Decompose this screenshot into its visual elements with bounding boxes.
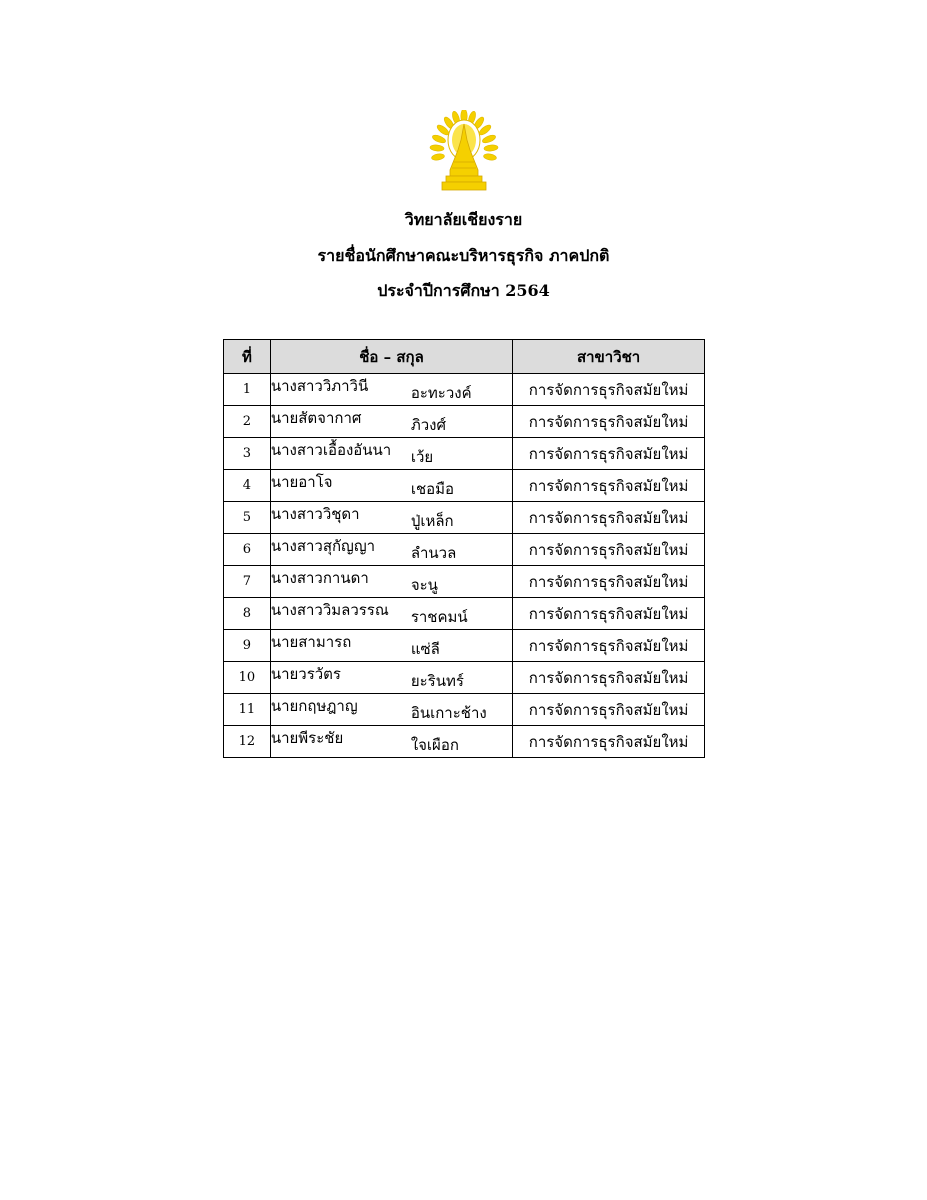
last-name: ยะรินทร์ — [410, 672, 464, 690]
student-name — [270, 566, 512, 598]
first-name: นายสามารถ — [270, 633, 352, 651]
student-name — [270, 438, 512, 470]
last-name: ภิวงศ์ — [410, 416, 446, 434]
student-roster-table — [223, 339, 705, 758]
major: การจัดการธุรกิจสมัยใหม่ — [513, 694, 705, 726]
major: การจัดการธุรกิจสมัยใหม่ — [513, 502, 705, 534]
table-row — [224, 630, 705, 662]
student-name — [270, 406, 512, 438]
student-name — [270, 662, 512, 694]
row-number: 4 — [224, 470, 271, 502]
major: การจัดการธุรกิจสมัยใหม่ — [513, 374, 705, 406]
table-row — [224, 694, 705, 726]
row-number: 2 — [224, 406, 271, 438]
first-name: นางสาววิภาวินี — [270, 377, 369, 395]
last-name: ปู่เหล็ก — [410, 512, 454, 530]
last-name: ใจเผือก — [410, 736, 459, 754]
table-row — [224, 534, 705, 566]
header-name: ชื่อ – สกุล — [270, 340, 512, 374]
table-row — [224, 726, 705, 758]
first-name: นายวรวัตร — [270, 665, 341, 683]
row-number: 9 — [224, 630, 271, 662]
student-name — [270, 502, 512, 534]
table-row — [224, 662, 705, 694]
major: การจัดการธุรกิจสมัยใหม่ — [513, 630, 705, 662]
student-name — [270, 470, 512, 502]
student-name — [270, 534, 512, 566]
table-row — [224, 406, 705, 438]
first-name: นายกฤษฎาญ — [270, 697, 358, 715]
university-emblem-icon — [428, 110, 500, 194]
first-name: นายสัตจากาศ — [270, 409, 362, 427]
row-number: 12 — [224, 726, 271, 758]
first-name: นางสาวกานดา — [270, 569, 369, 587]
first-name: นางสาวเอื้องอันนา — [270, 441, 392, 459]
first-name: นางสาววิชุดา — [270, 505, 360, 523]
table-row — [224, 470, 705, 502]
first-name: นางสาววิมลวรรณ — [270, 601, 389, 619]
table-row — [224, 566, 705, 598]
student-name — [270, 726, 512, 758]
table-row — [224, 598, 705, 630]
student-name — [270, 598, 512, 630]
last-name: ราชคมน์ — [410, 608, 468, 626]
row-number: 6 — [224, 534, 271, 566]
table-row — [224, 374, 705, 406]
first-name: นางสาวสุกัญญา — [270, 537, 376, 555]
last-name: แซ่ลี — [410, 640, 440, 658]
student-name — [270, 694, 512, 726]
last-name: อะทะวงค์ — [410, 384, 472, 402]
table-row — [224, 502, 705, 534]
row-number: 8 — [224, 598, 271, 630]
major: การจัดการธุรกิจสมัยใหม่ — [513, 534, 705, 566]
header-major: สาขาวิชา — [513, 340, 705, 374]
row-number: 5 — [224, 502, 271, 534]
last-name: เว้ย — [410, 448, 434, 466]
student-name — [270, 630, 512, 662]
major: การจัดการธุรกิจสมัยใหม่ — [513, 662, 705, 694]
last-name: เชอมือ — [410, 480, 455, 498]
major: การจัดการธุรกิจสมัยใหม่ — [513, 406, 705, 438]
major: การจัดการธุรกิจสมัยใหม่ — [513, 566, 705, 598]
student-name — [270, 374, 512, 406]
academic-year-title: ประจำปีการศึกษา 2564 — [377, 281, 550, 300]
last-name: อินเกาะช้าง — [410, 704, 487, 722]
last-name: จะนู — [410, 576, 438, 594]
institution-title: วิทยาลัยเชียงราย — [404, 210, 523, 229]
major: การจัดการธุรกิจสมัยใหม่ — [513, 598, 705, 630]
row-number: 10 — [224, 662, 271, 694]
last-name: ลำนวล — [410, 544, 457, 562]
row-number: 1 — [224, 374, 271, 406]
first-name: นายพีระชัย — [270, 729, 344, 747]
document-title: รายชื่อนักศึกษาคณะบริหารธุรกิจ ภาคปกติ — [317, 246, 610, 265]
row-number: 7 — [224, 566, 271, 598]
major: การจัดการธุรกิจสมัยใหม่ — [513, 470, 705, 502]
first-name: นายอาโจ — [270, 473, 333, 491]
table-header-row — [224, 340, 705, 374]
row-number: 3 — [224, 438, 271, 470]
row-number: 11 — [224, 694, 271, 726]
table-row — [224, 438, 705, 470]
major: การจัดการธุรกิจสมัยใหม่ — [513, 438, 705, 470]
header-no: ที่ — [224, 340, 271, 374]
major: การจัดการธุรกิจสมัยใหม่ — [513, 726, 705, 758]
